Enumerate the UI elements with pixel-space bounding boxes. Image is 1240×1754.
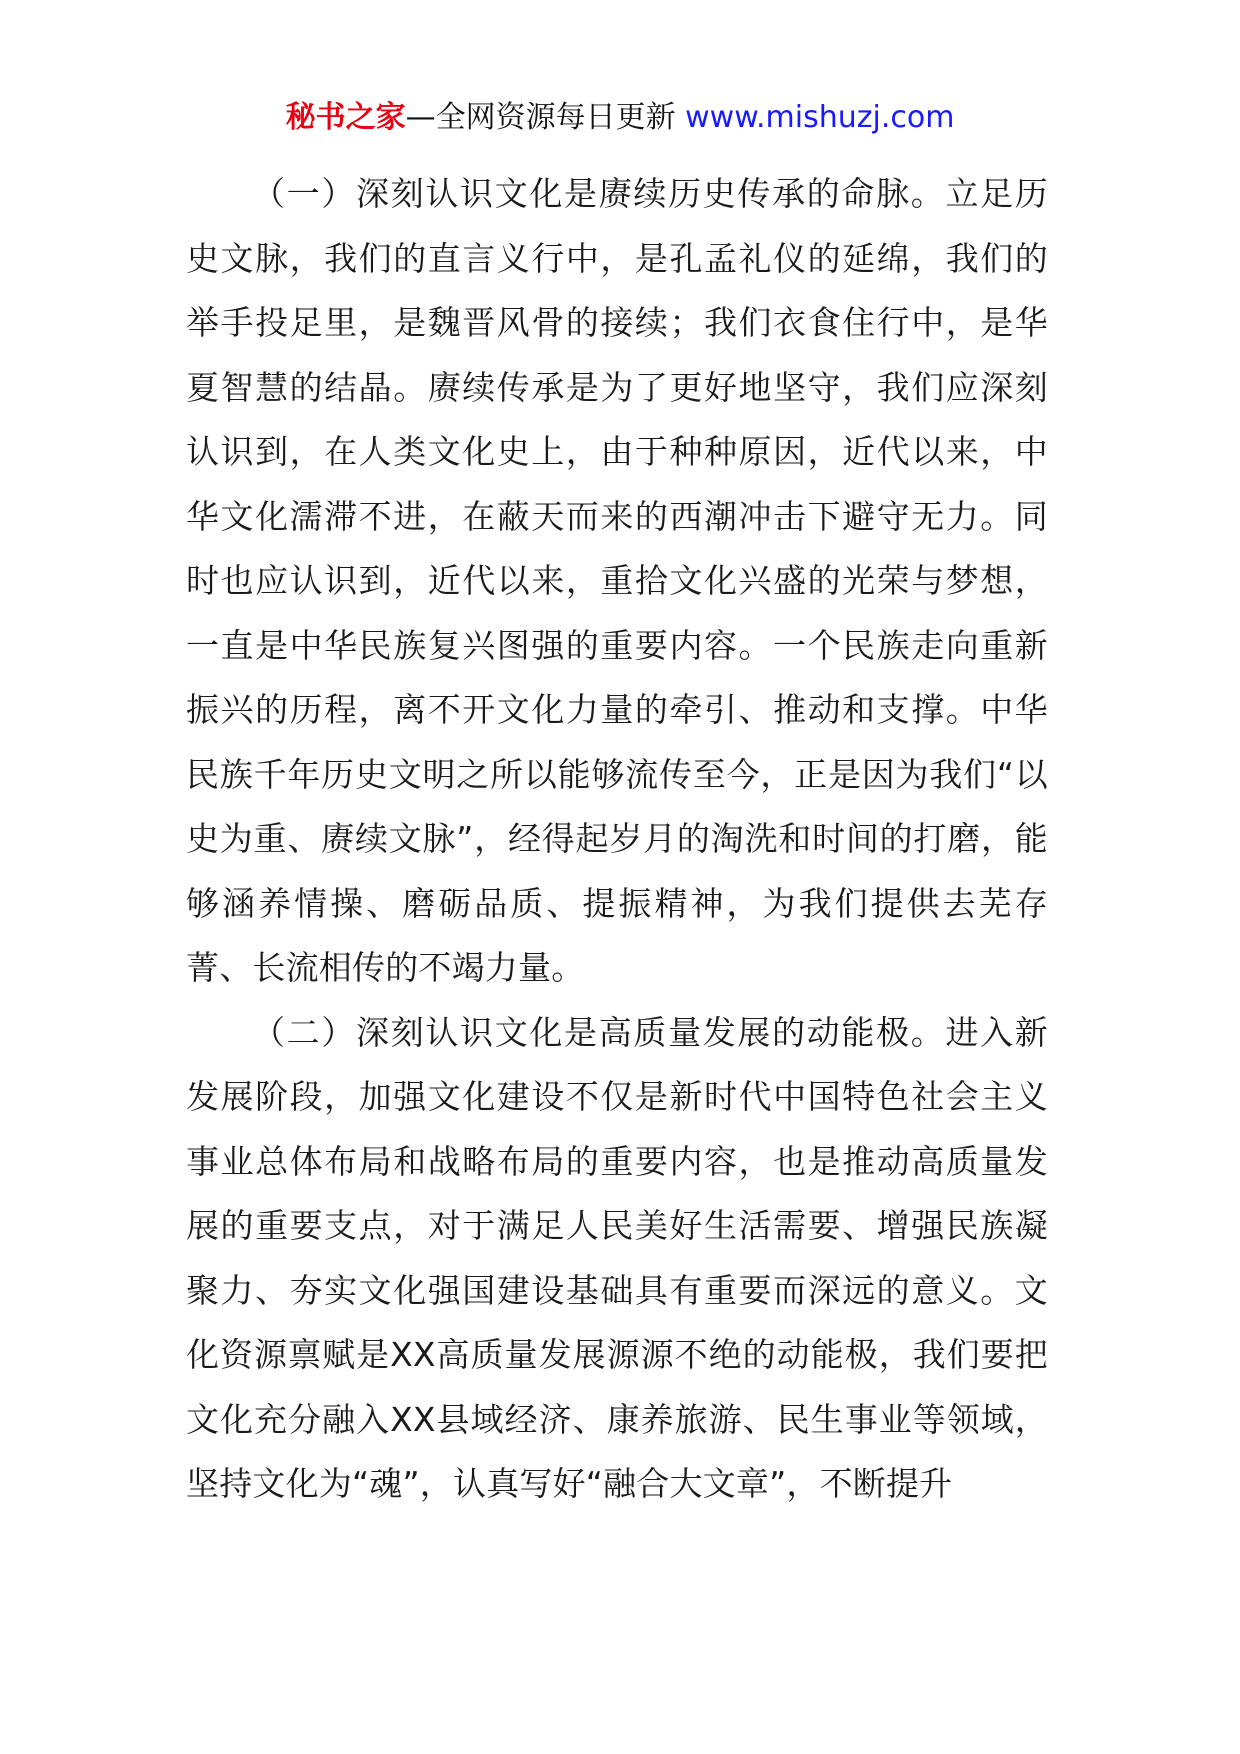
- brand-name: 秘书之家: [285, 100, 406, 135]
- site-header: [0, 98, 1240, 138]
- header-tagline: —全网资源每日更新: [405, 100, 676, 135]
- paragraph-2: （二）深刻认识文化是高质量发展的动能极。进入新发展阶段，加强文化建设不仅是新时代中国特色社会主义事业总体布局和战略布局的重要内容，也是推动高质量发展的重要支点，对于满足人民美好生活需要、增强民族凝聚力、夯实文化强国建设基础具有重要而深远的意义。文化资源禀赋是XX高质量发展源源不绝的动能极，我们要把文化充分融入XX县域经济、康养旅游、民生事业等领域，坚持文化为“魂”，认真写好“融合大文章”，不断提升: [186, 1012, 1048, 1503]
- paragraph-1: （一）深刻认识文化是赓续历史传承的命脉。立足历史文脉，我们的直言义行中，是孔孟礼仪的延绵，我们的举手投足里，是魏晋风骨的接续；我们衣食住行中，是华夏智慧的结晶。赓续传承是为了更好地坚守，我们应深刻认识到，在人类文化史上，由于种种原因，近代以来，中华文化濡滞不进，在蔽天而来的西潮冲击下避守无力。同时也应认识到，近代以来，重拾文化兴盛的光荣与梦想，一直是中华民族复兴图强的重要内容。一个民族走向重新振兴的历程，离不开文化力量的牵引、推动和支撑。中华民族千年历史文明之所以能够流传至今，正是因为我们“以史为重、赓续文脉”，经得起岁月的淘洗和时间的打磨，能够涵养情操、磨砺品质、提振精神，为我们提供去芜存菁、长流相传的不竭力量。: [186, 174, 1048, 987]
- document-body: [186, 162, 1048, 1517]
- site-url-link[interactable]: www.mishuzj.com: [685, 100, 955, 135]
